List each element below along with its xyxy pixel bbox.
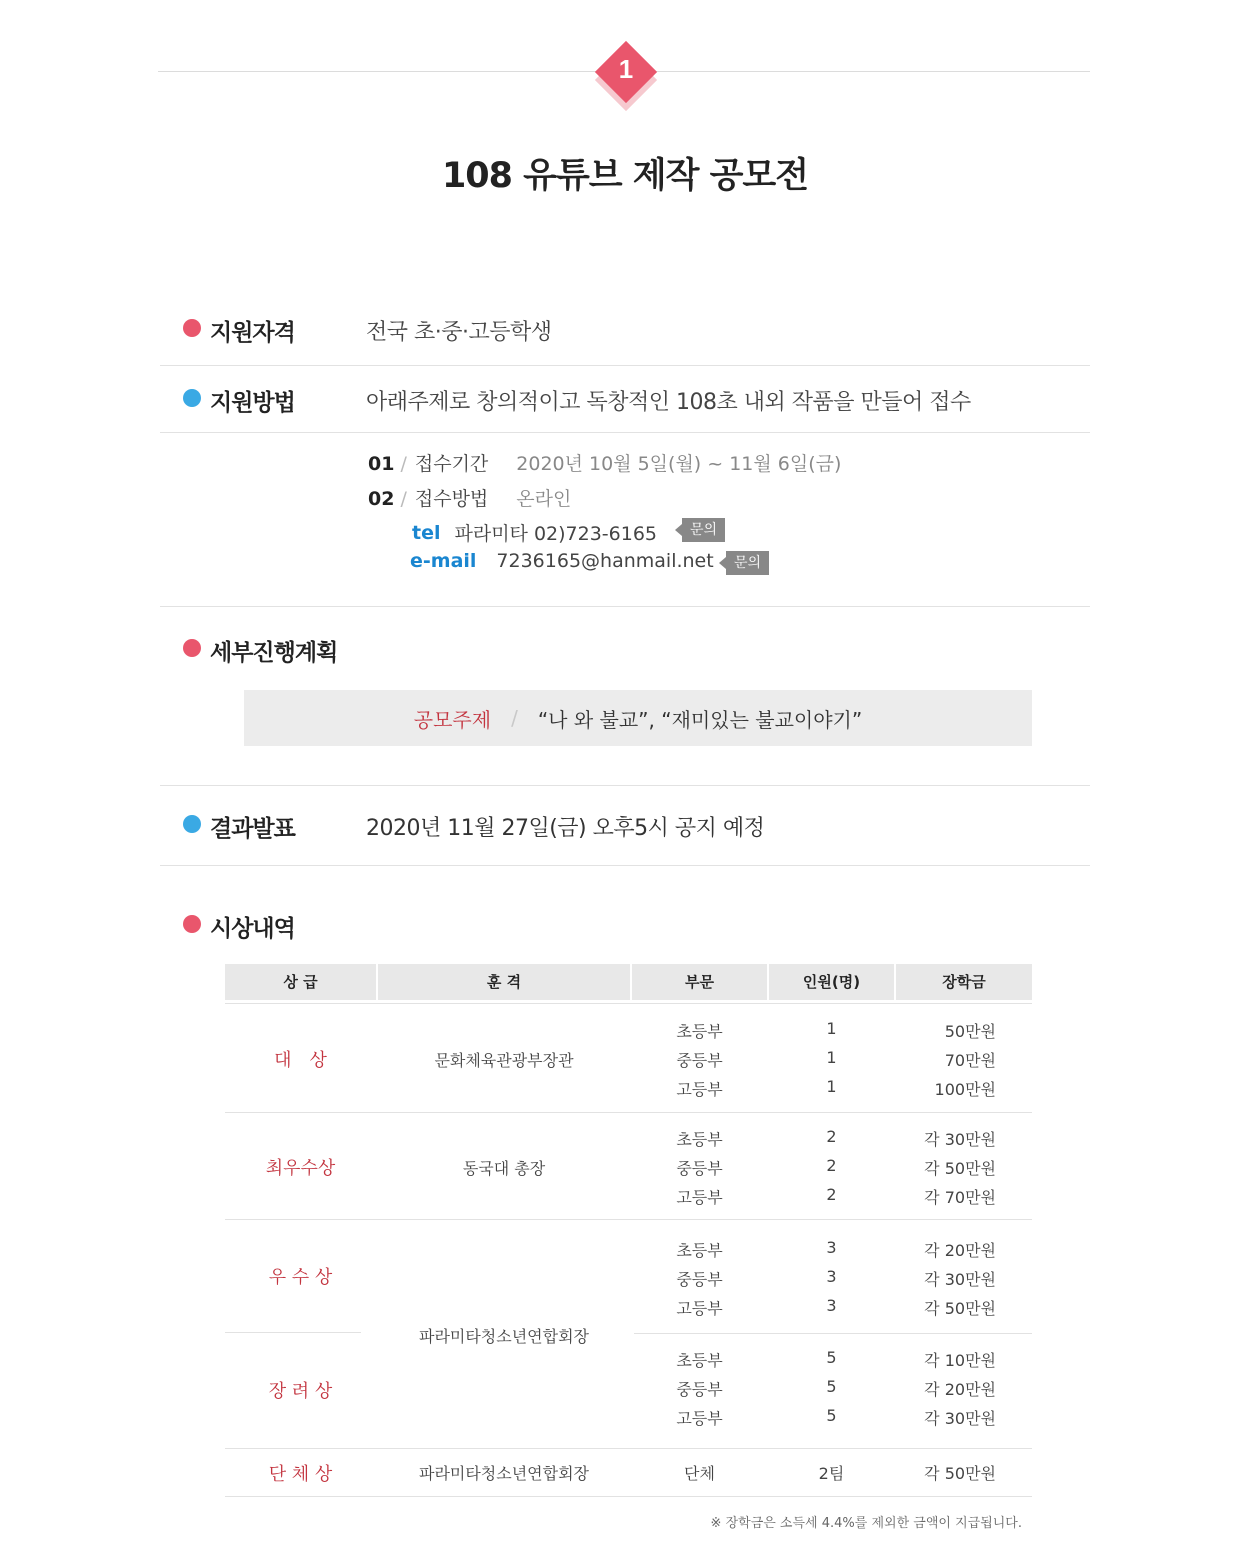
- table-header-count: 인원(명): [769, 964, 894, 1000]
- tel-value[interactable]: 파라미타 02)723-6165: [454, 523, 658, 545]
- bullet-dot-icon: [183, 319, 201, 337]
- table-header-grade: 상 급: [225, 964, 376, 1000]
- bullet-dot-icon: [183, 915, 201, 933]
- step-number: 01: [368, 453, 395, 475]
- award-honor: 파라미타청소년연합회장: [418, 1464, 590, 1483]
- count-cell: 5: [826, 1406, 837, 1425]
- count-cell: 2: [826, 1156, 837, 1175]
- step-value: 2020년 10월 5일(월) ~ 11월 6일(금): [516, 453, 842, 475]
- contact-email: [410, 550, 714, 572]
- table-divider: [225, 1448, 1032, 1449]
- division-cell: 단체: [684, 1464, 715, 1483]
- count-cell: 2팀: [818, 1464, 845, 1483]
- bullet-dot-icon: [183, 639, 201, 657]
- amount-cell: 각 10만원: [924, 1351, 996, 1370]
- award-grade: 우 수 상: [268, 1267, 333, 1288]
- division-cell: 중등부: [676, 1270, 723, 1289]
- table-divider: [225, 1219, 1032, 1220]
- count-cell: 1: [826, 1019, 837, 1038]
- count-cell: 5: [826, 1377, 837, 1396]
- award-honor: 파라미타청소년연합회장: [418, 1327, 590, 1346]
- division-cell: 고등부: [676, 1080, 723, 1099]
- award-grade: 대 상: [274, 1050, 327, 1071]
- tel-label: tel: [412, 521, 441, 544]
- count-cell: 3: [826, 1267, 837, 1286]
- bullet-dot-icon: [183, 389, 201, 407]
- table-divider: [225, 1496, 1032, 1497]
- amount-cell: 70만원: [944, 1051, 996, 1070]
- prizes-label: 시상내역: [210, 916, 295, 942]
- table-header-amount: 장학금: [896, 964, 1032, 1000]
- method-step: [368, 484, 571, 511]
- division-cell: 초등부: [676, 1022, 723, 1041]
- amount-cell: 각 50만원: [924, 1464, 996, 1483]
- count-cell: 3: [826, 1296, 837, 1315]
- award-honor: 문화체육관광부장관: [434, 1051, 574, 1070]
- step-slash: /: [400, 488, 407, 510]
- inquiry-tag: 문의: [682, 518, 725, 542]
- award-grade: 단 체 상: [268, 1464, 333, 1485]
- amount-cell: 각 20만원: [924, 1380, 996, 1399]
- page-title: 108 유튜브 제작 공모전: [441, 156, 809, 196]
- plan-label: 세부진행계획: [210, 640, 338, 666]
- theme-label: 공모주제: [413, 707, 492, 732]
- method-label: 지원방법: [210, 390, 295, 416]
- count-cell: 1: [826, 1077, 837, 1096]
- division-cell: 고등부: [676, 1409, 723, 1428]
- eligibility-value: 전국 초·중·고등학생: [366, 320, 552, 345]
- row-divider: [160, 606, 1090, 607]
- method-value: 아래주제로 창의적이고 독창적인 108초 내외 작품을 만들어 접수: [366, 390, 971, 415]
- result-label: 결과발표: [210, 816, 295, 842]
- row-divider: [160, 865, 1090, 866]
- division-cell: 중등부: [676, 1051, 723, 1070]
- count-cell: 5: [826, 1348, 837, 1367]
- table-header-honor: 훈 격: [378, 964, 630, 1000]
- table-header-division: 부문: [632, 964, 767, 1000]
- inquiry-tag: 문의: [726, 551, 769, 575]
- step-key: 접수방법: [414, 488, 489, 510]
- step-number: 02: [368, 488, 395, 510]
- amount-cell: 50만원: [944, 1022, 996, 1041]
- award-grade: 장 려 상: [268, 1381, 333, 1402]
- amount-cell: 각 50만원: [924, 1299, 996, 1318]
- row-divider: [160, 432, 1090, 433]
- amount-cell: 각 20만원: [924, 1241, 996, 1260]
- row-divider: [160, 365, 1090, 366]
- theme-separator: /: [511, 706, 518, 730]
- bullet-dot-icon: [183, 815, 201, 833]
- division-cell: 초등부: [676, 1130, 723, 1149]
- count-cell: 2: [826, 1127, 837, 1146]
- amount-cell: 각 30만원: [924, 1130, 996, 1149]
- footnote: ※ 장학금은 소득세 4.4%를 제외한 금액이 지급됩니다.: [710, 1516, 1022, 1531]
- amount-cell: 각 30만원: [924, 1409, 996, 1428]
- step-key: 접수기간: [414, 453, 489, 475]
- step-slash: /: [400, 453, 407, 475]
- award-grade: 최우수상: [265, 1158, 336, 1179]
- division-cell: 고등부: [676, 1188, 723, 1207]
- badge-number: 1: [618, 54, 634, 84]
- amount-cell: 각 30만원: [924, 1270, 996, 1289]
- table-divider: [225, 1112, 1032, 1113]
- count-cell: 3: [826, 1238, 837, 1257]
- table-divider: [634, 1333, 1032, 1334]
- division-cell: 중등부: [676, 1380, 723, 1399]
- theme-text: “나 와 불교”, “재미있는 불교이야기”: [537, 707, 863, 732]
- amount-cell: 100만원: [934, 1080, 996, 1099]
- result-value: 2020년 11월 27일(금) 오후5시 공지 예정: [366, 816, 765, 841]
- eligibility-label: 지원자격: [210, 320, 295, 346]
- step-value: 온라인: [516, 488, 572, 510]
- count-cell: 1: [826, 1048, 837, 1067]
- table-divider: [225, 1003, 1032, 1004]
- row-divider: [160, 785, 1090, 786]
- amount-cell: 각 50만원: [924, 1159, 996, 1178]
- count-cell: 2: [826, 1185, 837, 1204]
- division-cell: 고등부: [676, 1299, 723, 1318]
- amount-cell: 각 70만원: [924, 1188, 996, 1207]
- theme-box: [244, 690, 1032, 746]
- award-honor: 동국대 총장: [462, 1159, 546, 1178]
- division-cell: 중등부: [676, 1159, 723, 1178]
- email-value[interactable]: 7236165@hanmail.net: [496, 550, 714, 572]
- division-cell: 초등부: [676, 1241, 723, 1260]
- table-divider: [225, 1332, 361, 1333]
- contact-tel: [412, 519, 657, 546]
- method-step: [368, 449, 841, 476]
- section-number-badge: [594, 40, 658, 106]
- email-label: e-mail: [410, 550, 477, 572]
- division-cell: 초등부: [676, 1351, 723, 1370]
